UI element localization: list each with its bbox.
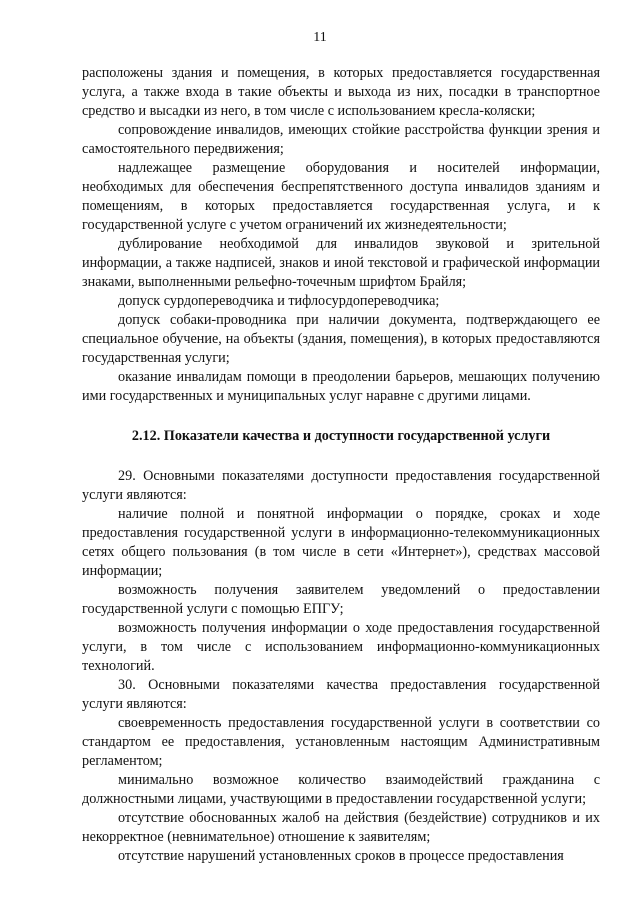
- paragraph: 29. Основными показателями доступности предоставления государственной услуги являются:: [82, 468, 600, 503]
- paragraph: 30. Основными показателями качества предоставления государственной услуги являются:: [82, 677, 600, 712]
- paragraph: оказание инвалидам помощи в преодолении барьеров, мешающих получению ими государственных и муниципальных услуг наравне с другими лицами.: [82, 369, 600, 404]
- paragraph: своевременность предоставления государственной услуги в соответствии со стандартом ее предоставления, установленным настоящим Административным регламентом;: [82, 715, 600, 769]
- paragraph: дублирование необходимой для инвалидов звуковой и зрительной информации, а также надписей, знаков и иной текстовой и графической информации знаками, выполненными рельефно-точечным шрифтом Брайля;: [82, 236, 600, 290]
- paragraph: надлежащее размещение оборудования и носителей информации, необходимых для обеспечения беспрепятственного доступа инвалидов зданиям и помещениям, в которых предоставляется государственная услуга, и к государственной услуге с учетом ограничений их жизнедеятельности;: [82, 160, 600, 233]
- paragraph: сопровождение инвалидов, имеющих стойкие расстройства функции зрения и самостоятельного передвижения;: [82, 122, 600, 157]
- paragraph: наличие полной и понятной информации о порядке, сроках и ходе предоставления государственной услуги в информационно-телекоммуникационных сетях общего пользования (в том числе в сети «Интернет»), средствах массовой информации;: [82, 506, 600, 579]
- paragraph: отсутствие обоснованных жалоб на действия (бездействие) сотрудников и их некорректное (невнимательное) отношение к заявителям;: [82, 810, 600, 845]
- paragraph: возможность получения заявителем уведомлений о предоставлении государственной услуги с помощью ЕПГУ;: [82, 582, 600, 617]
- page-number: 11: [313, 30, 327, 45]
- paragraph: допуск сурдопереводчика и тифлосурдопереводчика;: [118, 293, 440, 309]
- paragraph: возможность получения информации о ходе предоставления государственной услуги, в том числе с использованием информационно-коммуникационных технологий.: [82, 620, 600, 674]
- paragraph: расположены здания и помещения, в которых предоставляется государственная услуга, а также входа в такие объекты и выхода из них, посадки в транспортное средство и высадки из него, в том числе с использованием кресла-коляски;: [82, 65, 600, 119]
- paragraph: отсутствие нарушений установленных сроков в процессе предоставления: [118, 848, 564, 864]
- paragraph: минимально возможное количество взаимодействий гражданина с должностными лицами, участвующими в предоставлении государственной услуги;: [82, 772, 600, 807]
- section-heading: 2.12. Показатели качества и доступности государственной услуги: [131, 428, 551, 444]
- document-body: [82, 64, 600, 866]
- paragraph: допуск собаки-проводника при наличии документа, подтверждающего ее специальное обучение, на объекты (здания, помещения), в которых предоставляются государственная услуги;: [82, 312, 600, 366]
